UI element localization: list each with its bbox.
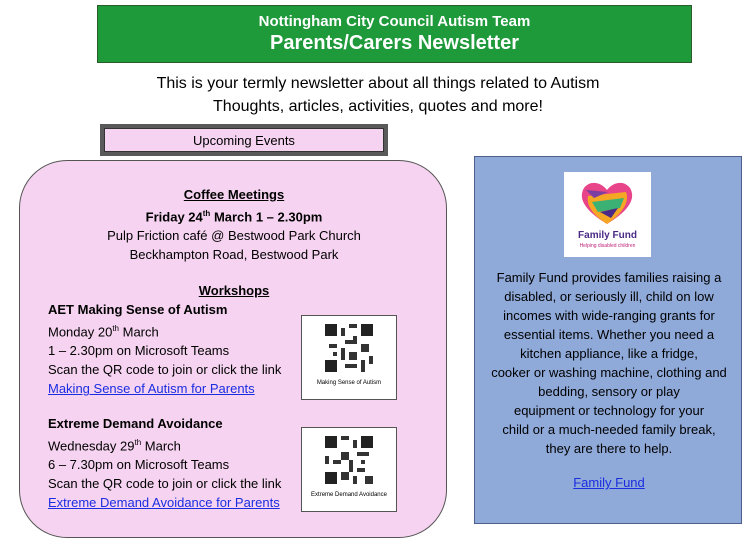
workshop-date: Monday 20th March <box>48 324 159 340</box>
upcoming-events-label: Upcoming Events <box>104 128 384 152</box>
family-fund-panel <box>474 156 742 524</box>
description-line: essential items. Whether you need a <box>503 327 715 342</box>
qr-code-extreme-demand[interactable] <box>301 427 397 512</box>
family-fund-logo-name: Family Fund <box>578 230 637 241</box>
workshop-instruction: Scan the QR code to join or click the link <box>48 362 282 378</box>
workshop-date: Wednesday 29th March <box>48 438 181 454</box>
family-fund-description <box>481 268 737 458</box>
workshop-time: 6 – 7.30pm on Microsoft Teams <box>48 457 230 473</box>
qr-code-icon <box>325 436 373 484</box>
description-line: cooker or washing machine, clothing and <box>491 365 727 380</box>
extreme-demand-link[interactable]: Extreme Demand Avoidance for Parents <box>48 495 280 511</box>
intro-line-1: This is your termly newsletter about all things related to Autism <box>156 75 600 92</box>
coffee-heading: Coffee Meetings <box>183 187 285 202</box>
coffee-address: Beckhampton Road, Bestwood Park <box>129 247 339 263</box>
description-line: equipment or technology for your <box>513 403 705 418</box>
heart-logo-icon <box>564 172 651 232</box>
qr-code-making-sense[interactable] <box>301 315 397 400</box>
upcoming-events-tab <box>100 124 388 156</box>
family-fund-logo-tagline: Helping disabled children <box>579 243 636 249</box>
description-line: kitchen appliance, like a fridge, <box>520 346 698 361</box>
intro-line-2: Thoughts, articles, activities, quotes and more! <box>213 98 543 115</box>
newsletter-title: Parents/Carers Newsletter <box>269 32 519 54</box>
family-fund-link[interactable]: Family Fund <box>573 475 645 490</box>
description-line: disabled, or seriously ill, child on low <box>504 289 714 304</box>
family-fund-logo <box>564 172 651 257</box>
description-line: incomes with wide-ranging grants for <box>503 308 715 323</box>
making-sense-link[interactable]: Making Sense of Autism for Parents <box>48 381 255 397</box>
workshops-heading: Workshops <box>198 283 270 298</box>
qr-caption: Making Sense of Autism <box>316 380 382 386</box>
description-line: they are there to help. <box>545 441 673 456</box>
intro-text <box>0 72 756 118</box>
workshop-item <box>48 414 281 512</box>
workshop-item <box>48 300 281 398</box>
events-panel <box>19 160 447 538</box>
workshop-instruction: Scan the QR code to join or click the link <box>48 476 282 492</box>
workshop-title: AET Making Sense of Autism <box>48 302 228 317</box>
qr-code-icon <box>325 324 373 372</box>
coffee-meetings <box>20 185 448 264</box>
description-line: Family Fund provides families raising a <box>496 270 722 285</box>
description-line: bedding, sensory or play <box>538 384 680 399</box>
newsletter-header <box>97 5 692 63</box>
workshop-time: 1 – 2.30pm on Microsoft Teams <box>48 343 230 359</box>
qr-caption: Extreme Demand Avoidance <box>311 492 387 498</box>
coffee-venue: Pulp Friction café @ Bestwood Park Church <box>107 228 361 244</box>
workshop-title: Extreme Demand Avoidance <box>48 416 223 431</box>
description-line: child or a much-needed family break, <box>502 422 716 437</box>
coffee-date: Friday 24th March 1 – 2.30pm <box>145 209 323 225</box>
organisation-name: Nottingham City Council Autism Team <box>258 13 531 30</box>
